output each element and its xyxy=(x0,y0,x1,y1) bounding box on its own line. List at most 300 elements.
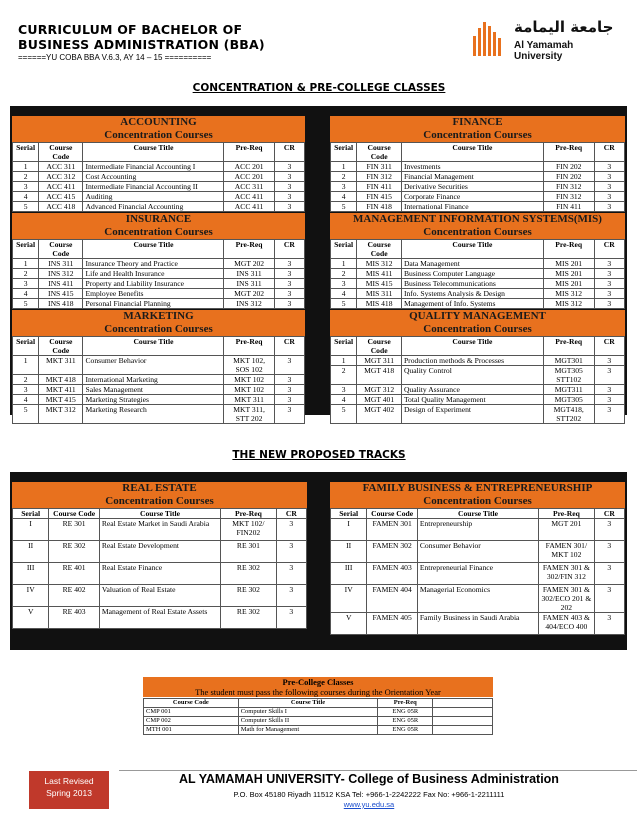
realestate-table xyxy=(12,508,307,629)
quality-col-serial: Serial xyxy=(331,337,357,356)
realestate-cell-serial: V xyxy=(13,607,49,629)
mis-cell-cr: 3 xyxy=(594,289,624,299)
quality-col-cr: CR xyxy=(594,337,624,356)
section-heading-tracks: THE NEW PROPOSED TRACKS xyxy=(232,449,406,461)
precollege-cell-prereq: ENG 05R xyxy=(378,708,433,717)
mis-cell-serial: 3 xyxy=(331,279,357,289)
finance-row xyxy=(331,182,625,192)
family-cell-serial: II xyxy=(331,541,367,563)
family-row xyxy=(331,585,625,613)
realestate-cell-cr: 3 xyxy=(276,541,306,563)
realestate-cell-code: RE 301 xyxy=(49,519,100,541)
insurance-cell-prereq: INS 312 xyxy=(224,299,274,309)
marketing-cell-serial: 3 xyxy=(13,385,39,395)
realestate-cell-serial: I xyxy=(13,519,49,541)
mis-cell-title: Management of Info. Systems xyxy=(401,299,543,309)
mis-cell-code: MIS 415 xyxy=(357,279,402,289)
marketing-cell-prereq: MKT 102 xyxy=(224,385,274,395)
insurance-col-serial: Serial xyxy=(13,240,39,259)
accounting-row xyxy=(13,172,305,182)
precollege-cell-code: CMP 002 xyxy=(144,717,239,726)
insurance-cell-code: INS 312 xyxy=(39,269,83,279)
family-col-serial: Serial xyxy=(331,509,367,519)
family-cell-prereq: MGT 201 xyxy=(539,519,595,541)
realestate-title: REAL ESTATE xyxy=(122,482,197,494)
marketing-cell-serial: 2 xyxy=(13,375,39,385)
quality-title: QUALITY MANAGEMENT xyxy=(409,310,546,322)
insurance-cell-cr: 3 xyxy=(274,269,304,279)
mis-cell-prereq: MIS 312 xyxy=(543,299,594,309)
precollege-header xyxy=(143,677,493,697)
finance-row xyxy=(331,202,625,212)
accounting-col-prereq: Pre-Req xyxy=(224,143,274,162)
marketing-col-cr: CR xyxy=(274,337,304,356)
accounting-cell-prereq: ACC 411 xyxy=(224,202,274,212)
realestate-col-title: Course Title xyxy=(99,509,220,519)
precollege-col-blank xyxy=(433,699,493,708)
quality-cell-cr: 3 xyxy=(594,395,624,405)
mis-row xyxy=(331,269,625,279)
marketing-cell-serial: 5 xyxy=(13,405,39,424)
mis-row xyxy=(331,299,625,309)
quality-cell-code: MGT 312 xyxy=(357,385,402,395)
insurance-cell-cr: 3 xyxy=(274,259,304,269)
quality-header xyxy=(330,310,625,336)
family-cell-prereq: FAMEN 301 & 302/FIN 312 xyxy=(539,563,595,585)
family-cell-code: FAMEN 404 xyxy=(367,585,418,613)
quality-row xyxy=(331,366,625,385)
accounting-cell-serial: 3 xyxy=(13,182,39,192)
accounting-table xyxy=(12,142,305,212)
precollege-header-row xyxy=(144,699,493,708)
quality-col-code: Course Code xyxy=(357,337,402,356)
insurance-cell-cr: 3 xyxy=(274,299,304,309)
insurance-cell-code: INS 418 xyxy=(39,299,83,309)
accounting-cell-cr: 3 xyxy=(274,162,304,172)
family-cell-title: Entrepreneurship xyxy=(417,519,538,541)
quality-cell-code: MGT 311 xyxy=(357,356,402,366)
mis-cell-cr: 3 xyxy=(594,269,624,279)
insurance-cell-serial: 4 xyxy=(13,289,39,299)
mis-title: MANAGEMENT INFORMATION SYSTEMS(MIS) xyxy=(353,213,602,225)
family-cell-code: FAMEN 403 xyxy=(367,563,418,585)
insurance-cell-serial: 5 xyxy=(13,299,39,309)
logo-bars-icon xyxy=(472,20,506,56)
family-header-row xyxy=(331,509,625,519)
insurance-header-row xyxy=(13,240,305,259)
precollege-cell-blank xyxy=(433,717,493,726)
mis-cell-title: Business Computer Language xyxy=(401,269,543,279)
insurance-row xyxy=(13,299,305,309)
finance-cell-serial: 1 xyxy=(331,162,357,172)
marketing-cell-title: Sales Management xyxy=(83,385,224,395)
family-cell-serial: V xyxy=(331,613,367,635)
marketing-cell-code: MKT 415 xyxy=(39,395,83,405)
precollege-cell-prereq: ENG 05R xyxy=(378,717,433,726)
accounting-cell-prereq: ACC 201 xyxy=(224,172,274,182)
family-row xyxy=(331,613,625,635)
realestate-cell-cr: 3 xyxy=(276,519,306,541)
accounting-cell-title: Advanced Financial Accounting xyxy=(83,202,224,212)
accounting-cell-serial: 1 xyxy=(13,162,39,172)
insurance-cell-prereq: INS 311 xyxy=(224,279,274,289)
realestate-col-code: Course Code xyxy=(49,509,100,519)
precollege-cell-title: Computer Skills II xyxy=(238,717,378,726)
precollege-cell-title: Math for Management xyxy=(238,726,378,735)
finance-cell-code: FIN 311 xyxy=(357,162,402,172)
accounting-cell-serial: 2 xyxy=(13,172,39,182)
title-line-2: BUSINESS ADMINISTRATION (BBA) xyxy=(18,37,265,52)
finance-cell-cr: 3 xyxy=(594,162,624,172)
realestate-col-serial: Serial xyxy=(13,509,49,519)
marketing-header xyxy=(12,310,305,336)
marketing-cell-title: Marketing Strategies xyxy=(83,395,224,405)
title-line-1: CURRICULUM OF BACHELOR OF xyxy=(18,22,243,37)
finance-cell-code: FIN 411 xyxy=(357,182,402,192)
accounting-cell-serial: 4 xyxy=(13,192,39,202)
quality-col-title: Course Title xyxy=(401,337,543,356)
realestate-cell-prereq: RE 302 xyxy=(221,607,277,629)
marketing-table xyxy=(12,336,305,424)
mis-table xyxy=(330,239,625,309)
finance-row xyxy=(331,162,625,172)
finance-cell-cr: 3 xyxy=(594,202,624,212)
realestate-cell-title: Management of Real Estate Assets xyxy=(99,607,220,629)
precollege-cell-code: MTH 001 xyxy=(144,726,239,735)
mis-row xyxy=(331,259,625,269)
accounting-cell-cr: 3 xyxy=(274,192,304,202)
marketing-cell-cr: 3 xyxy=(274,356,304,375)
realestate-header-row xyxy=(13,509,307,519)
family-subtitle: Concentration Courses xyxy=(423,495,532,507)
realestate-cell-serial: III xyxy=(13,563,49,585)
realestate-cell-prereq: MKT 102/ FIN202 xyxy=(221,519,277,541)
insurance-cell-title: Insurance Theory and Practice xyxy=(83,259,224,269)
mis-cell-title: Data Management xyxy=(401,259,543,269)
marketing-cell-title: Consumer Behavior xyxy=(83,356,224,375)
insurance-cell-code: INS 311 xyxy=(39,259,83,269)
insurance-col-cr: CR xyxy=(274,240,304,259)
version-line: ======YU COBA BBA V.6.3, AY 14 – 15 ========== xyxy=(18,53,212,62)
finance-header xyxy=(330,116,625,142)
quality-cell-serial: 4 xyxy=(331,395,357,405)
quality-row xyxy=(331,356,625,366)
realestate-row xyxy=(13,607,307,629)
mis-row xyxy=(331,279,625,289)
realestate-cell-title: Real Estate Finance xyxy=(99,563,220,585)
marketing-cell-code: MKT 418 xyxy=(39,375,83,385)
accounting-col-title: Course Title xyxy=(83,143,224,162)
realestate-cell-cr: 3 xyxy=(276,585,306,607)
quality-cell-prereq: MGT301 xyxy=(543,356,594,366)
family-cell-code: FAMEN 301 xyxy=(367,519,418,541)
marketing-cell-cr: 3 xyxy=(274,405,304,424)
family-cell-code: FAMEN 405 xyxy=(367,613,418,635)
family-cell-title: Managerial Economics xyxy=(417,585,538,613)
marketing-row xyxy=(13,375,305,385)
mis-cell-serial: 2 xyxy=(331,269,357,279)
precollege-note: The student must pass the following courses during the Orientation Year xyxy=(195,687,441,697)
accounting-header xyxy=(12,116,305,142)
mis-cell-cr: 3 xyxy=(594,299,624,309)
finance-row xyxy=(331,172,625,182)
mis-cell-title: Info. Systems Analysis & Design xyxy=(401,289,543,299)
accounting-cell-prereq: ACC 411 xyxy=(224,192,274,202)
marketing-cell-serial: 4 xyxy=(13,395,39,405)
insurance-subtitle: Concentration Courses xyxy=(104,226,213,238)
realestate-row xyxy=(13,585,307,607)
accounting-row xyxy=(13,162,305,172)
finance-cell-serial: 4 xyxy=(331,192,357,202)
insurance-row xyxy=(13,269,305,279)
finance-cell-serial: 2 xyxy=(331,172,357,182)
accounting-cell-code: ACC 311 xyxy=(39,162,83,172)
accounting-cell-cr: 3 xyxy=(274,172,304,182)
finance-col-code: Course Code xyxy=(357,143,402,162)
quality-cell-code: MGT 401 xyxy=(357,395,402,405)
insurance-cell-prereq: INS 311 xyxy=(224,269,274,279)
quality-cell-prereq: MGT305 STT102 xyxy=(543,366,594,385)
realestate-cell-title: Real Estate Development xyxy=(99,541,220,563)
last-revised-label: Last Revised xyxy=(44,776,94,786)
finance-cell-code: FIN 415 xyxy=(357,192,402,202)
marketing-header-row xyxy=(13,337,305,356)
section-heading-concentration: CONCENTRATION & PRE-COLLEGE CLASSES xyxy=(192,82,446,94)
footer-address: P.O. Box 45180 Riyadh 11512 KSA Tel: +966-1-2242222 Fax No: +966-1-2211111 xyxy=(233,790,505,799)
quality-cell-title: Total Quality Management xyxy=(401,395,543,405)
family-cell-code: FAMEN 302 xyxy=(367,541,418,563)
marketing-cell-prereq: MKT 102, SOS 102 xyxy=(224,356,274,375)
marketing-col-code: Course Code xyxy=(39,337,83,356)
mis-cell-cr: 3 xyxy=(594,259,624,269)
realestate-col-prereq: Pre-Req xyxy=(221,509,277,519)
last-revised-badge xyxy=(29,771,109,809)
realestate-cell-serial: IV xyxy=(13,585,49,607)
accounting-title: ACCOUNTING xyxy=(120,116,197,128)
marketing-subtitle: Concentration Courses xyxy=(104,323,213,335)
marketing-cell-prereq: MKT 311, STT 202 xyxy=(224,405,274,424)
precollege-row xyxy=(144,717,493,726)
mis-cell-serial: 4 xyxy=(331,289,357,299)
family-row xyxy=(331,541,625,563)
mis-cell-serial: 5 xyxy=(331,299,357,309)
quality-table xyxy=(330,336,625,424)
quality-cell-title: Quality Assurance xyxy=(401,385,543,395)
finance-cell-code: FIN 312 xyxy=(357,172,402,182)
family-cell-title: Family Business in Saudi Arabia xyxy=(417,613,538,635)
marketing-col-title: Course Title xyxy=(83,337,224,356)
precollege-title: Pre-College Classes xyxy=(282,677,354,687)
insurance-cell-serial: 2 xyxy=(13,269,39,279)
quality-cell-cr: 3 xyxy=(594,385,624,395)
footer-divider xyxy=(119,770,637,771)
accounting-header-row xyxy=(13,143,305,162)
accounting-col-serial: Serial xyxy=(13,143,39,162)
finance-cell-title: Financial Management xyxy=(401,172,543,182)
marketing-title: MARKETING xyxy=(123,310,194,322)
insurance-title: INSURANCE xyxy=(125,213,192,225)
quality-cell-serial: 1 xyxy=(331,356,357,366)
realestate-cell-prereq: RE 301 xyxy=(221,541,277,563)
finance-cell-title: Derivative Securities xyxy=(401,182,543,192)
insurance-cell-serial: 3 xyxy=(13,279,39,289)
quality-header-row xyxy=(331,337,625,356)
family-table xyxy=(330,508,625,635)
marketing-cell-cr: 3 xyxy=(274,395,304,405)
mis-row xyxy=(331,289,625,299)
family-header xyxy=(330,482,625,508)
finance-cell-serial: 3 xyxy=(331,182,357,192)
university-logo xyxy=(472,18,622,60)
logo-english-text: Al Yamamah University xyxy=(514,40,574,62)
insurance-cell-title: Employee Benefits xyxy=(83,289,224,299)
insurance-col-title: Course Title xyxy=(83,240,224,259)
mis-header-row xyxy=(331,240,625,259)
realestate-cell-code: RE 403 xyxy=(49,607,100,629)
family-col-code: Course Code xyxy=(367,509,418,519)
mis-header xyxy=(330,213,625,239)
quality-row xyxy=(331,395,625,405)
accounting-cell-title: Auditing xyxy=(83,192,224,202)
mis-cell-title: Business Telecommunications xyxy=(401,279,543,289)
mis-cell-serial: 1 xyxy=(331,259,357,269)
finance-subtitle: Concentration Courses xyxy=(423,129,532,141)
mis-cell-prereq: MIS 201 xyxy=(543,259,594,269)
finance-cell-prereq: FIN 312 xyxy=(543,182,594,192)
accounting-cell-prereq: ACC 311 xyxy=(224,182,274,192)
finance-col-cr: CR xyxy=(594,143,624,162)
finance-header-row xyxy=(331,143,625,162)
precollege-col-title: Course Title xyxy=(238,699,378,708)
insurance-table xyxy=(12,239,305,309)
footer-university: AL YAMAMAH UNIVERSITY- College of Business Administration xyxy=(179,772,559,786)
insurance-row xyxy=(13,289,305,299)
precollege-cell-blank xyxy=(433,708,493,717)
quality-cell-prereq: MGT418, STT202 xyxy=(543,405,594,424)
accounting-col-cr: CR xyxy=(274,143,304,162)
insurance-cell-serial: 1 xyxy=(13,259,39,269)
family-row xyxy=(331,519,625,541)
family-col-title: Course Title xyxy=(417,509,538,519)
precollege-cell-code: CMP 001 xyxy=(144,708,239,717)
accounting-cell-prereq: ACC 201 xyxy=(224,162,274,172)
family-title: FAMILY BUSINESS & ENTREPRENEURSHIP xyxy=(362,482,593,494)
insurance-cell-prereq: MGT 202 xyxy=(224,289,274,299)
family-cell-title: Consumer Behavior xyxy=(417,541,538,563)
realestate-col-cr: CR xyxy=(276,509,306,519)
finance-col-prereq: Pre-Req xyxy=(543,143,594,162)
accounting-cell-cr: 3 xyxy=(274,202,304,212)
mis-cell-prereq: MIS 201 xyxy=(543,279,594,289)
family-col-prereq: Pre-Req xyxy=(539,509,595,519)
finance-cell-cr: 3 xyxy=(594,192,624,202)
family-cell-cr: 3 xyxy=(594,613,624,635)
accounting-cell-title: Intermediate Financial Accounting I xyxy=(83,162,224,172)
quality-cell-code: MGT 418 xyxy=(357,366,402,385)
finance-cell-prereq: FIN 202 xyxy=(543,172,594,182)
realestate-cell-title: Real Estate Market in Saudi Arabia xyxy=(99,519,220,541)
family-col-cr: CR xyxy=(594,509,624,519)
accounting-cell-code: ACC 415 xyxy=(39,192,83,202)
accounting-cell-title: Cost Accounting xyxy=(83,172,224,182)
marketing-cell-title: Marketing Research xyxy=(83,405,224,424)
insurance-col-code: Course Code xyxy=(39,240,83,259)
realestate-subtitle: Concentration Courses xyxy=(105,495,214,507)
marketing-row xyxy=(13,356,305,375)
realestate-cell-prereq: RE 302 xyxy=(221,563,277,585)
precollege-col-code: Course Code xyxy=(144,699,239,708)
marketing-row xyxy=(13,385,305,395)
quality-cell-cr: 3 xyxy=(594,356,624,366)
quality-cell-cr: 3 xyxy=(594,366,624,385)
precollege-cell-prereq: ENG 05R xyxy=(378,726,433,735)
accounting-row xyxy=(13,202,305,212)
realestate-row xyxy=(13,563,307,585)
finance-cell-title: Investments xyxy=(401,162,543,172)
quality-cell-cr: 3 xyxy=(594,405,624,424)
footer-website-link[interactable]: www.yu.edu.sa xyxy=(343,800,395,809)
quality-cell-prereq: MGT305 xyxy=(543,395,594,405)
mis-subtitle: Concentration Courses xyxy=(423,226,532,238)
quality-cell-title: Quality Control xyxy=(401,366,543,385)
quality-cell-serial: 3 xyxy=(331,385,357,395)
finance-cell-cr: 3 xyxy=(594,172,624,182)
family-cell-prereq: FAMEN 301/ MKT 102 xyxy=(539,541,595,563)
realestate-cell-prereq: RE 302 xyxy=(221,585,277,607)
precollege-cell-blank xyxy=(433,726,493,735)
mis-col-prereq: Pre-Req xyxy=(543,240,594,259)
realestate-cell-cr: 3 xyxy=(276,607,306,629)
marketing-cell-serial: 1 xyxy=(13,356,39,375)
finance-cell-prereq: FIN 312 xyxy=(543,192,594,202)
insurance-col-prereq: Pre-Req xyxy=(224,240,274,259)
family-cell-serial: IV xyxy=(331,585,367,613)
finance-cell-prereq: FIN 411 xyxy=(543,202,594,212)
accounting-col-code: Course Code xyxy=(39,143,83,162)
insurance-cell-title: Property and Liability Insurance xyxy=(83,279,224,289)
family-cell-cr: 3 xyxy=(594,541,624,563)
quality-cell-title: Production methods & Processes xyxy=(401,356,543,366)
insurance-cell-cr: 3 xyxy=(274,279,304,289)
mis-col-serial: Serial xyxy=(331,240,357,259)
accounting-subtitle: Concentration Courses xyxy=(104,129,213,141)
accounting-cell-serial: 5 xyxy=(13,202,39,212)
quality-cell-serial: 2 xyxy=(331,366,357,385)
insurance-cell-code: INS 415 xyxy=(39,289,83,299)
mis-col-title: Course Title xyxy=(401,240,543,259)
finance-cell-serial: 5 xyxy=(331,202,357,212)
mis-cell-code: MIS 311 xyxy=(357,289,402,299)
finance-col-serial: Serial xyxy=(331,143,357,162)
family-cell-prereq: FAMEN 301 & 302/ECO 201 & 202 xyxy=(539,585,595,613)
realestate-cell-serial: II xyxy=(13,541,49,563)
mis-col-code: Course Code xyxy=(357,240,402,259)
marketing-cell-cr: 3 xyxy=(274,375,304,385)
insurance-cell-title: Life and Health Insurance xyxy=(83,269,224,279)
finance-cell-prereq: FIN 202 xyxy=(543,162,594,172)
marketing-col-prereq: Pre-Req xyxy=(224,337,274,356)
marketing-cell-prereq: MKT 102 xyxy=(224,375,274,385)
realestate-cell-title: Valuation of Real Estate xyxy=(99,585,220,607)
marketing-row xyxy=(13,395,305,405)
realestate-cell-cr: 3 xyxy=(276,563,306,585)
logo-arabic-text: جامعة اليمامة xyxy=(514,18,614,36)
realestate-header xyxy=(12,482,307,508)
insurance-header xyxy=(12,213,305,239)
insurance-row xyxy=(13,279,305,289)
family-cell-cr: 3 xyxy=(594,585,624,613)
insurance-row xyxy=(13,259,305,269)
